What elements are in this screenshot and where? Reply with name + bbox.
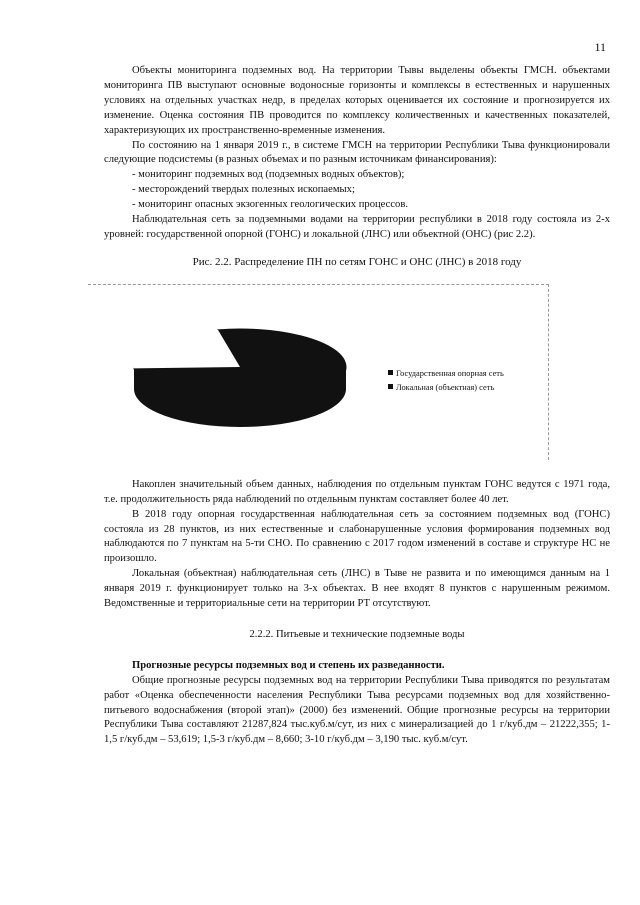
paragraph-gons-2018: В 2018 году опорная государственная наблюдательная сеть за состоянием подземных вод (ГОНС) состояла из 28 пунктов, из них естественные и слабонарушенные условия формирования подземных вод наблюдаются по 7 пунктам на 5-ти СНО. По сравнению с 2017 годом изменений в составе и структуре НС не произошло.: [104, 508, 610, 565]
figure-caption: Рис. 2.2. Распределение ПН по сетям ГОНС и ОНС (ЛНС) в 2018 году: [192, 255, 522, 268]
legend-label: Локальная (объектная) сеть: [396, 382, 495, 392]
subsection-heading: Прогнозные ресурсы подземных вод и степень их разведанности.: [132, 659, 445, 671]
list-item: - месторождений твердых полезных ископаемых;: [132, 184, 355, 196]
legend-item-gons: [388, 367, 504, 381]
paragraph-network: Наблюдательная сеть за подземными водами на территории республики в 2018 году состояла из 2-х уровней: государственной опорной (ГОНС) и локальной (ЛНС) или объектной (ОНС) (рис 2.2).: [104, 214, 610, 240]
page-number: 11: [594, 40, 606, 54]
paragraph-data-accumulated: Накоплен значительный объем данных, наблюдения по отдельным пунктам ГОНС ведутся с 1971 года, т.е. продолжительность ряда наблюдений по отдельным пунктам составляет более 40 лет.: [104, 478, 610, 505]
document-body: [104, 64, 610, 748]
legend-label: Государственная опорная сеть: [396, 368, 504, 378]
pie-chart: [88, 284, 549, 460]
legend-item-lns: [388, 381, 504, 395]
legend-swatch: [388, 384, 393, 389]
list-item: - мониторинг опасных экзогенных геологических процессов.: [132, 199, 408, 211]
list-item: - мониторинг подземных вод (подземных водных объектов);: [132, 169, 405, 181]
paragraph-subsystems: По состоянию на 1 января 2019 г., в системе ГМСН на территории Республики Тыва функционировали следующие подсистемы (в разных объемах и по разным источникам финансирования):: [104, 139, 610, 166]
section-title: 2.2.2. Питьевые и технические подземные воды: [249, 628, 465, 640]
paragraph-monitoring-objects: Объекты мониторинга подземных вод. На территории Тывы выделены объекты ГМСН. объектами мониторинга ПВ выступают основные водоносные горизонты и комплексы в естественных и нарушенных условиях на отдельных участках недр, в пределах которых оценивается их состояние и прогнозируется их изменение. Оценка состояния ПВ проводится по комплексу количественных и качественных показателей, характеризующих их пространственно-временные изменения.: [104, 65, 610, 136]
paragraph-lns: Локальная (объектная) наблюдательная сеть (ЛНС) в Тыве не развита и по имеющимся данным на 1 января 2019 г. функционирует только на 3-х объектах. В нее входят 8 пунктов с нарушенным режимом. Ведомственные и территориальные сети на территории РТ отсутствуют.: [104, 568, 610, 610]
paragraph-forecast-resources: Общие прогнозные ресурсы подземных вод на территории Республики Тыва приводятся по результатам работ «Оценка обеспеченности населения Республики Тыва ресурсами подземных вод для хозяйственно-питьевого водоснабжения (второй этап)» (2000) без изменений. Общие прогнозные ресурсы на территории Республики Тыва составляют 21287,824 тыс.куб.м/сут, из них с минерализацией до 1 г/куб.дм – 21222,355; 1-1,5 г/куб.дм – 53,619; 1,5-3 г/куб.дм – 8,660; 3-10 г/куб.дм – 3,190 тыс. куб.м/сут.: [104, 674, 610, 746]
chart-legend: [388, 367, 504, 395]
legend-swatch: [388, 370, 393, 375]
